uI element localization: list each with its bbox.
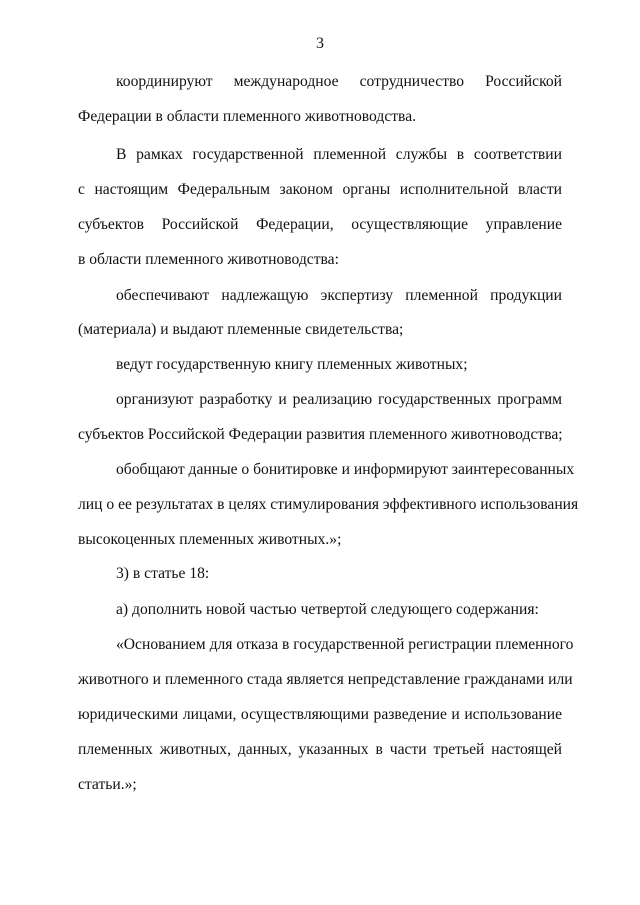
text-line: координируют международное сотрудничество Российской: [116, 73, 562, 90]
text-line: (материала) и выдают племенные свидетельства;: [78, 321, 404, 338]
text-line: субъектов Российской Федерации развития племенного животноводства;: [78, 426, 563, 443]
text-line: а) дополнить новой частью четвертой следующего содержания:: [116, 601, 539, 618]
text-line: организуют разработку и реализацию государственных программ: [116, 391, 562, 408]
text-line: лиц о ее результатах в целях стимулирования эффективного использования: [78, 496, 579, 513]
text-line: ведут государственную книгу племенных животных;: [116, 356, 468, 373]
text-line: племенных животных, данных, указанных в части третьей настоящей: [78, 741, 562, 758]
text-line: юридическими лицами, осуществляющими разведение и использование: [78, 706, 562, 723]
text-line: животного и племенного стада является непредставление гражданами или: [78, 671, 573, 688]
text-line: субъектов Российской Федерации, осуществляющие управление: [78, 216, 562, 233]
text-line: статьи.»;: [78, 776, 137, 793]
text-line: высокоценных племенных животных.»;: [78, 531, 342, 548]
text-line: обеспечивают надлежащую экспертизу племенной продукции: [116, 287, 562, 304]
text-line: обобщают данные о бонитировке и информируют заинтересованных: [116, 461, 575, 478]
page-number: 3: [316, 35, 324, 52]
text-line: в области племенного животноводства:: [78, 251, 339, 268]
text-line: В рамках государственной племенной службы в соответствии: [116, 146, 562, 163]
text-line: с настоящим Федеральным законом органы исполнительной власти: [78, 181, 562, 198]
text-line: Федерации в области племенного животноводства.: [78, 108, 417, 125]
text-line: 3) в статье 18:: [116, 565, 210, 582]
text-line: «Основанием для отказа в государственной регистрации племенного: [116, 636, 574, 653]
